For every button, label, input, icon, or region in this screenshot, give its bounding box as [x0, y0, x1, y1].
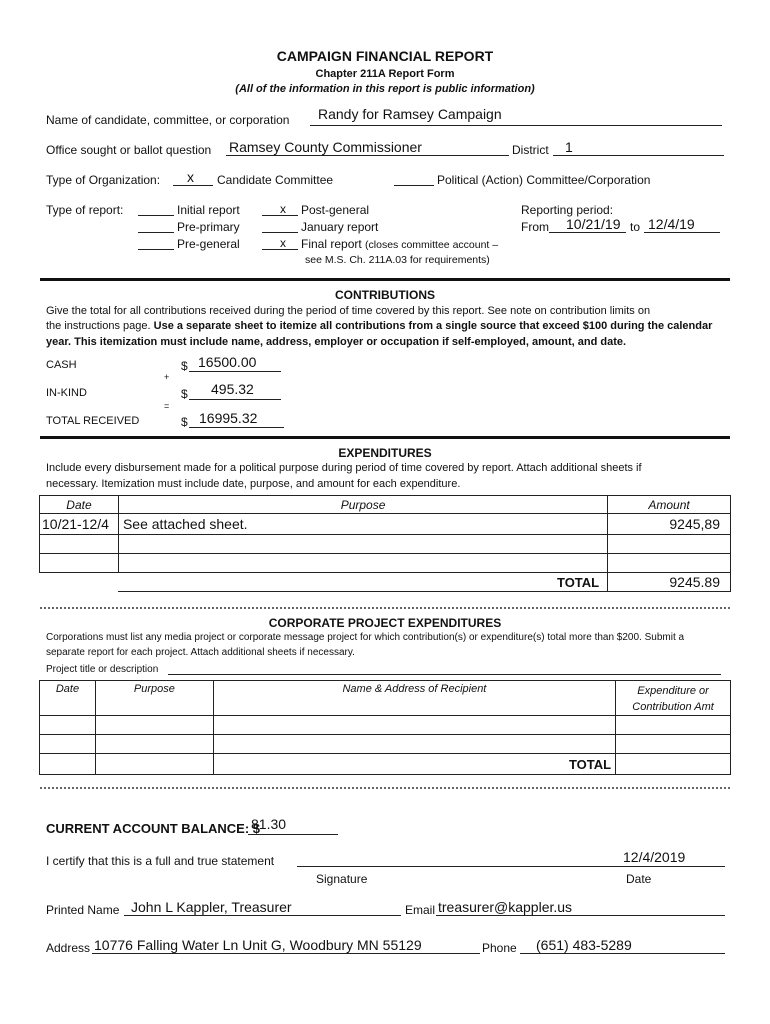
- section-divider: [40, 436, 730, 439]
- table-header-row: [40, 681, 731, 716]
- table-row: [40, 735, 731, 754]
- address-value[interactable]: 10776 Falling Water Ln Unit G, Woodbury MN 55129: [94, 937, 422, 953]
- political-committee-blank: [394, 185, 434, 186]
- from-date[interactable]: 10/21/19: [566, 216, 621, 232]
- row1-date[interactable]: 10/21-12/4: [40, 514, 119, 535]
- office-value[interactable]: Ramsey County Commissioner: [229, 139, 422, 155]
- initial-report-label: Initial report: [177, 203, 240, 217]
- corp-col-amount-2: Contribution Amt: [632, 701, 714, 713]
- cash-label: CASH: [46, 359, 77, 371]
- corp-col-date: Date: [40, 681, 96, 716]
- to-label: to: [630, 220, 641, 234]
- printed-name-label: Printed Name: [46, 903, 120, 917]
- row2-date[interactable]: [40, 535, 119, 554]
- corp-total-empty-2: [95, 754, 213, 775]
- address-line: [92, 953, 480, 954]
- corporate-table: [39, 680, 731, 775]
- contributions-heading: CONTRIBUTIONS: [335, 288, 435, 302]
- page-subtitle: Chapter 211A Report Form: [315, 68, 455, 80]
- balance-value[interactable]: 81.30: [251, 816, 287, 832]
- email-label: Email: [405, 903, 436, 917]
- preprimary-blank: [138, 232, 174, 233]
- corp-row2-purpose[interactable]: [95, 735, 213, 754]
- org-type-label: Type of Organization:: [46, 173, 161, 187]
- total-row: [40, 754, 731, 775]
- corp-row1-amount[interactable]: [616, 716, 731, 735]
- table-row: [40, 514, 731, 535]
- to-date[interactable]: 12/4/19: [648, 216, 695, 232]
- final-report-text: Final report: [301, 237, 362, 251]
- contributions-desc-1: Give the total for all contributions received during the period of time covered by this report. See note on contribution limits on: [46, 305, 651, 317]
- corporate-desc-2: separate report for each project. Attach additional sheets if necessary.: [46, 647, 355, 658]
- district-value[interactable]: 1: [565, 139, 573, 155]
- plus-sign: +: [164, 372, 170, 382]
- from-line: [549, 232, 626, 233]
- corp-col-purpose: Purpose: [95, 681, 213, 716]
- pregeneral-label: Pre-general: [177, 237, 240, 251]
- phone-label: Phone: [482, 941, 517, 955]
- pregeneral-blank: [138, 249, 174, 250]
- certify-date[interactable]: 12/4/2019: [623, 849, 686, 865]
- signature-label: Signature: [316, 872, 368, 886]
- january-label: January report: [301, 220, 379, 234]
- col-amount: Amount: [608, 496, 731, 514]
- january-blank: [262, 232, 298, 233]
- email-value[interactable]: treasurer@kappler.us: [438, 899, 573, 915]
- signature-line[interactable]: [297, 866, 725, 867]
- corporate-total-label: TOTAL: [213, 754, 615, 775]
- contributions-desc-2a: the instructions page.: [46, 320, 151, 332]
- corp-col-amount-1: Expenditure or: [637, 685, 709, 697]
- final-report-note: (closes committee account –: [365, 239, 499, 251]
- final-report-note-2: see M.S. Ch. 211A.03 for requirements): [305, 254, 490, 266]
- page-title: CAMPAIGN FINANCIAL REPORT: [276, 48, 494, 64]
- corp-row1-purpose[interactable]: [95, 716, 213, 735]
- contributions-desc-2: [46, 320, 712, 332]
- table-header-row: [40, 496, 731, 514]
- total-dollar: $: [181, 415, 188, 429]
- corp-row2-amount[interactable]: [616, 735, 731, 754]
- postgeneral-label: Post-general: [301, 203, 370, 217]
- expenditures-desc-1: Include every disbursement made for a political purpose during period of time covered by report. Attach additional sheets if: [46, 462, 642, 474]
- corporate-heading: CORPORATE PROJECT EXPENDITURES: [268, 616, 502, 630]
- printed-name-value[interactable]: John L Kappler, Treasurer: [131, 899, 292, 915]
- candidate-value[interactable]: Randy for Ramsey Campaign: [318, 106, 502, 122]
- inkind-dollar: $: [181, 387, 188, 401]
- section-divider: [40, 278, 730, 281]
- total-received-label: TOTAL RECEIVED: [46, 415, 140, 427]
- from-label: From: [521, 220, 549, 234]
- corp-col-recipient: Name & Address of Recipient: [213, 681, 615, 716]
- row2-amount[interactable]: [608, 535, 731, 554]
- row3-purpose[interactable]: [118, 554, 607, 573]
- corporate-desc-1: Corporations must list any media project or corporate message project for which contribution(s) or expenditure(s) total more than $200. Submit a: [46, 632, 685, 643]
- phone-value[interactable]: (651) 483-5289: [536, 937, 632, 953]
- expenditures-total-value[interactable]: 9245.89: [608, 573, 731, 592]
- row1-purpose[interactable]: See attached sheet.: [118, 514, 607, 535]
- district-label: District: [512, 143, 549, 157]
- row3-date[interactable]: [40, 554, 119, 573]
- candidate-committee-blank: [173, 185, 213, 186]
- expenditures-table: [39, 495, 731, 592]
- corp-total-empty-1: [40, 754, 96, 775]
- certify-label: I certify that this is a full and true statement: [46, 854, 275, 868]
- total-received-value[interactable]: 16995.32: [199, 410, 258, 426]
- corp-col-amount: [616, 681, 731, 716]
- reporting-period-label: Reporting period:: [521, 203, 614, 217]
- cash-dollar: $: [181, 359, 188, 373]
- table-row: [40, 535, 731, 554]
- candidate-committee-label: Candidate Committee: [217, 173, 334, 187]
- expenditures-desc-2: necessary. Itemization must include date, purpose, and amount for each expenditure.: [46, 478, 461, 490]
- table-row: [40, 716, 731, 735]
- preprimary-label: Pre-primary: [177, 220, 240, 234]
- inkind-line: [189, 399, 281, 400]
- col-purpose: Purpose: [118, 496, 607, 514]
- expenditures-total-label: TOTAL: [118, 573, 607, 592]
- office-label: Office sought or ballot question: [46, 143, 212, 157]
- public-info-note: (All of the information in this report is public information): [235, 83, 535, 95]
- office-line: [226, 155, 509, 156]
- candidate-line: [310, 125, 722, 126]
- project-title-input[interactable]: [168, 674, 721, 675]
- phone-line: [520, 953, 725, 954]
- printed-name-line: [124, 915, 401, 916]
- total-line: [189, 427, 284, 428]
- inkind-value[interactable]: 495.32: [211, 381, 254, 397]
- date-label: Date: [626, 872, 652, 886]
- total-row: [40, 573, 731, 592]
- equals-sign: =: [164, 401, 170, 411]
- project-title-label: Project title or description: [46, 664, 159, 675]
- total-empty: [40, 573, 119, 592]
- report-type-label: Type of report:: [46, 203, 124, 217]
- candidate-committee-mark[interactable]: x: [187, 169, 194, 185]
- political-committee-label: Political (Action) Committee/Corporation: [437, 173, 651, 187]
- inkind-label: IN-KIND: [46, 387, 87, 399]
- contributions-desc-2b: Use a separate sheet to itemize all contributions from a single source that exceed $100 during the calendar: [153, 320, 713, 332]
- col-date: Date: [40, 496, 119, 514]
- final-mark[interactable]: x: [280, 236, 286, 250]
- final-label: [301, 237, 498, 251]
- table-row: [40, 554, 731, 573]
- cash-value[interactable]: 16500.00: [198, 354, 257, 370]
- corp-row1-recipient[interactable]: [213, 716, 615, 735]
- section-divider-dotted: [40, 607, 730, 609]
- section-divider-dotted: [40, 787, 730, 789]
- row2-purpose[interactable]: [118, 535, 607, 554]
- initial-blank: [138, 215, 174, 216]
- balance-label: CURRENT ACCOUNT BALANCE: $: [46, 821, 261, 836]
- corp-row2-recipient[interactable]: [213, 735, 615, 754]
- row3-amount[interactable]: [608, 554, 731, 573]
- email-line: [436, 915, 725, 916]
- address-label: Address: [46, 941, 91, 955]
- corporate-total-value[interactable]: [616, 754, 731, 775]
- cash-line: [189, 371, 281, 372]
- balance-line: [248, 834, 338, 835]
- district-line: [553, 155, 724, 156]
- candidate-label: Name of candidate, committee, or corporation: [46, 113, 290, 127]
- postgeneral-mark[interactable]: x: [280, 202, 286, 216]
- to-line: [644, 232, 720, 233]
- expenditures-heading: EXPENDITURES: [338, 446, 432, 460]
- corp-row2-date[interactable]: [40, 735, 96, 754]
- contributions-desc-3: year. This itemization must include name, address, employer or occupation if self-employed, amount, and date.: [46, 336, 627, 348]
- corp-row1-date[interactable]: [40, 716, 96, 735]
- row1-amount[interactable]: 9245,89: [608, 514, 731, 535]
